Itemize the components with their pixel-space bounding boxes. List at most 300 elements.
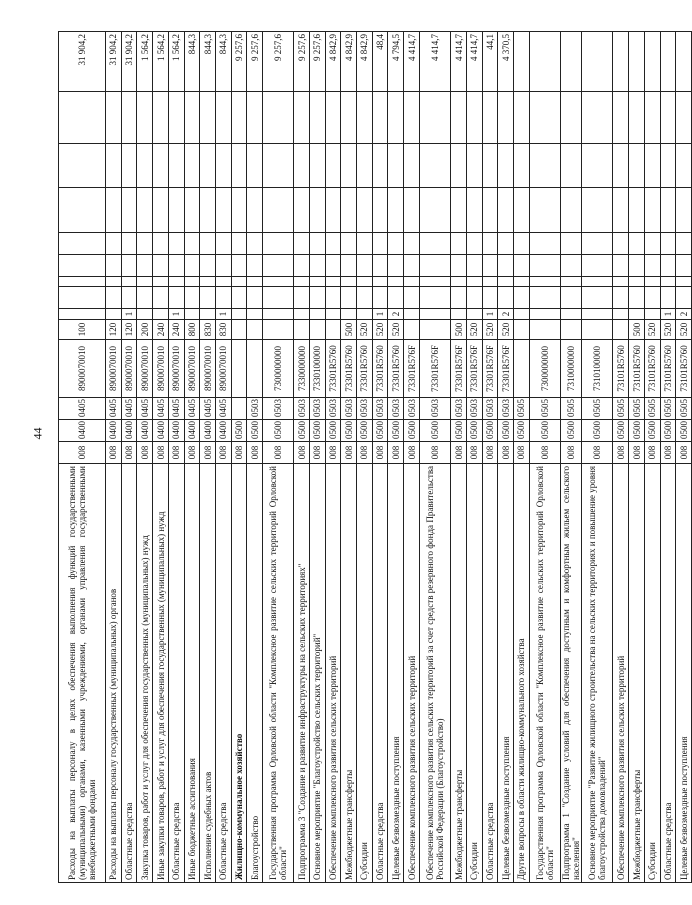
amount (561, 32, 582, 92)
empty-cell (529, 233, 560, 255)
empty-cell (247, 92, 263, 144)
empty-cell (294, 287, 310, 309)
empty-cell (200, 255, 216, 277)
empty-cell (59, 255, 106, 277)
source-code: 1 (215, 309, 231, 320)
row-name: Субсидии (357, 464, 373, 883)
extra-code (168, 277, 184, 287)
empty-cell (561, 188, 582, 233)
empty-cell (357, 255, 373, 277)
empty-cell (341, 92, 357, 144)
section-code: 0500 (388, 420, 404, 442)
empty-cell (660, 188, 676, 233)
section-code: 0500 (294, 420, 310, 442)
target-article: 73301R576F (466, 340, 482, 398)
budget-table (58, 31, 692, 883)
empty-cell (676, 233, 692, 255)
empty-cell (106, 255, 122, 277)
subsection-code: 0503 (357, 398, 373, 420)
source-code (184, 309, 200, 320)
section-code: 0500 (247, 420, 263, 442)
amount: 4 414,7 (404, 32, 420, 92)
section-code: 0400 (153, 420, 169, 442)
ved-code: 008 (419, 442, 450, 464)
ved-code: 008 (341, 442, 357, 464)
empty-cell (121, 188, 137, 233)
target-article: 7310000000 (561, 340, 582, 398)
empty-cell (466, 287, 482, 309)
empty-cell (514, 144, 530, 188)
source-code (466, 309, 482, 320)
target-article: 73301R5760 (372, 340, 388, 398)
extra-code (529, 277, 560, 287)
expense-type: 800 (184, 320, 200, 340)
subsection-code: 0503 (262, 398, 293, 420)
empty-cell (310, 188, 326, 233)
empty-cell (231, 188, 247, 233)
empty-cell (247, 188, 263, 233)
ved-code: 008 (294, 442, 310, 464)
ved-code: 008 (153, 442, 169, 464)
row-name: Основное мероприятие "Благоустройство сельских территорий" (310, 464, 326, 883)
table-row (168, 32, 184, 883)
expense-type (262, 320, 293, 340)
empty-cell (372, 287, 388, 309)
row-name: Расходы на выплаты персоналу в целях обеспечения выполнения функций государственными (муниципальными) органами, казенными учреждениями, органами управления государственными внебюджетными фондами (59, 464, 106, 883)
target-article: 7300000000 (529, 340, 560, 398)
empty-cell (561, 92, 582, 144)
section-code: 0400 (200, 420, 216, 442)
empty-cell (482, 255, 498, 277)
empty-cell (200, 233, 216, 255)
source-code (247, 309, 263, 320)
source-code: 2 (498, 309, 514, 320)
empty-cell (137, 287, 153, 309)
empty-cell (561, 233, 582, 255)
empty-cell (388, 255, 404, 277)
empty-cell (310, 144, 326, 188)
target-article: 7330000000 (294, 340, 310, 398)
ved-code: 008 (629, 442, 645, 464)
empty-cell (341, 255, 357, 277)
amount (529, 32, 560, 92)
empty-cell (676, 144, 692, 188)
amount: 4 414,7 (451, 32, 467, 92)
source-code (514, 309, 530, 320)
empty-cell (59, 144, 106, 188)
empty-cell (200, 92, 216, 144)
ved-code: 008 (613, 442, 629, 464)
empty-cell (168, 188, 184, 233)
subsection-code: 0505 (582, 398, 613, 420)
ved-code: 008 (247, 442, 263, 464)
empty-cell (247, 144, 263, 188)
empty-cell (215, 233, 231, 255)
ved-code: 008 (466, 442, 482, 464)
target-article: 7330100000 (310, 340, 326, 398)
row-name: Межбюджетные трансферты (451, 464, 467, 883)
extra-code (121, 277, 137, 287)
expense-type: 500 (451, 320, 467, 340)
amount: 4 414,7 (466, 32, 482, 92)
empty-cell (106, 287, 122, 309)
amount: 4 842,9 (325, 32, 341, 92)
empty-cell (121, 255, 137, 277)
target-article: 73101R5760 (660, 340, 676, 398)
amount: 844,3 (215, 32, 231, 92)
empty-cell (325, 188, 341, 233)
empty-cell (529, 255, 560, 277)
empty-cell (168, 92, 184, 144)
expense-type: 520 (676, 320, 692, 340)
empty-cell (451, 144, 467, 188)
row-name: Областные средства (372, 464, 388, 883)
empty-cell (357, 144, 373, 188)
extra-code (341, 277, 357, 287)
empty-cell (676, 92, 692, 144)
ved-code: 008 (676, 442, 692, 464)
empty-cell (613, 92, 629, 144)
target-article: 73101R5760 (629, 340, 645, 398)
target-article (247, 340, 263, 398)
ved-code: 008 (529, 442, 560, 464)
empty-cell (466, 144, 482, 188)
empty-cell (121, 92, 137, 144)
ved-code: 008 (660, 442, 676, 464)
empty-cell (310, 92, 326, 144)
empty-cell (466, 233, 482, 255)
empty-cell (215, 255, 231, 277)
empty-cell (529, 287, 560, 309)
table-row (231, 32, 247, 883)
empty-cell (676, 287, 692, 309)
row-name: Обеспечение комплексного развития сельских территорий (404, 464, 420, 883)
extra-code (106, 277, 122, 287)
subsection-code: 0505 (629, 398, 645, 420)
target-article: 8900070010 (215, 340, 231, 398)
empty-cell (59, 92, 106, 144)
empty-cell (676, 188, 692, 233)
row-name: Расходы на выплаты персоналу государственных (муниципальных) органов (106, 464, 122, 883)
table-row (137, 32, 153, 883)
empty-cell (613, 188, 629, 233)
subsection-code: 0405 (153, 398, 169, 420)
section-code: 0500 (372, 420, 388, 442)
target-article (231, 340, 247, 398)
target-article: 73101R5760 (644, 340, 660, 398)
source-code (529, 309, 560, 320)
expense-type: 830 (215, 320, 231, 340)
subsection-code: 0405 (168, 398, 184, 420)
subsection-code: 0405 (184, 398, 200, 420)
empty-cell (325, 287, 341, 309)
expense-type (247, 320, 263, 340)
empty-cell (200, 188, 216, 233)
amount (582, 32, 613, 92)
table-row (482, 32, 498, 883)
empty-cell (294, 92, 310, 144)
table-row (262, 32, 293, 883)
expense-type: 240 (168, 320, 184, 340)
empty-cell (498, 144, 514, 188)
empty-cell (184, 92, 200, 144)
empty-cell (357, 233, 373, 255)
empty-cell (372, 233, 388, 255)
extra-code (137, 277, 153, 287)
empty-cell (137, 233, 153, 255)
empty-cell (582, 255, 613, 277)
extra-code (325, 277, 341, 287)
expense-type (561, 320, 582, 340)
amount: 9 257,6 (294, 32, 310, 92)
empty-cell (644, 144, 660, 188)
empty-cell (325, 233, 341, 255)
empty-cell (153, 92, 169, 144)
empty-cell (231, 144, 247, 188)
empty-cell (644, 233, 660, 255)
expense-type (529, 320, 560, 340)
subsection-code: 0505 (644, 398, 660, 420)
expense-type: 520 (466, 320, 482, 340)
empty-cell (660, 287, 676, 309)
extra-code (404, 277, 420, 287)
amount: 31 904,2 (59, 32, 106, 92)
empty-cell (419, 233, 450, 255)
subsection-code: 0503 (310, 398, 326, 420)
empty-cell (59, 233, 106, 255)
section-code: 0500 (644, 420, 660, 442)
ved-code: 008 (357, 442, 373, 464)
extra-code (582, 277, 613, 287)
table-row (613, 32, 629, 883)
section-code: 0500 (404, 420, 420, 442)
empty-cell (184, 233, 200, 255)
empty-cell (582, 233, 613, 255)
empty-cell (231, 255, 247, 277)
empty-cell (561, 287, 582, 309)
target-article: 73301R576F (404, 340, 420, 398)
extra-code (629, 277, 645, 287)
empty-cell (372, 92, 388, 144)
target-article: 8900070010 (137, 340, 153, 398)
extra-code (388, 277, 404, 287)
section-code: 0500 (419, 420, 450, 442)
ved-code: 008 (168, 442, 184, 464)
empty-cell (660, 233, 676, 255)
empty-cell (582, 144, 613, 188)
amount: 31 904,2 (106, 32, 122, 92)
ved-code: 008 (137, 442, 153, 464)
empty-cell (451, 92, 467, 144)
row-name: Закупка товаров, работ и услуг для обеспечения государственных (муниципальных) нужд (137, 464, 153, 883)
row-name: Целевые безвозмездные поступления (498, 464, 514, 883)
expense-type: 520 (660, 320, 676, 340)
expense-type (613, 320, 629, 340)
empty-cell (629, 144, 645, 188)
amount: 4 414,7 (419, 32, 450, 92)
source-code: 2 (676, 309, 692, 320)
empty-cell (404, 144, 420, 188)
section-code: 0500 (498, 420, 514, 442)
source-code (137, 309, 153, 320)
ved-code: 008 (184, 442, 200, 464)
extra-code (644, 277, 660, 287)
empty-cell (357, 92, 373, 144)
table-row (325, 32, 341, 883)
subsection-code: 0503 (419, 398, 450, 420)
table-row (106, 32, 122, 883)
subsection-code: 0503 (388, 398, 404, 420)
empty-cell (582, 188, 613, 233)
empty-cell (153, 233, 169, 255)
empty-cell (466, 188, 482, 233)
table-row (372, 32, 388, 883)
empty-cell (629, 287, 645, 309)
ved-code: 008 (644, 442, 660, 464)
row-name: Обеспечение комплексного развития сельских территорий (325, 464, 341, 883)
empty-cell (498, 255, 514, 277)
amount: 4 370,5 (498, 32, 514, 92)
empty-cell (482, 144, 498, 188)
empty-cell (388, 233, 404, 255)
target-article: 8900070010 (200, 340, 216, 398)
amount: 44,1 (482, 32, 498, 92)
extra-code (660, 277, 676, 287)
table-row (184, 32, 200, 883)
target-article: 73101R5760 (676, 340, 692, 398)
section-code: 0500 (660, 420, 676, 442)
empty-cell (561, 144, 582, 188)
ved-code: 008 (582, 442, 613, 464)
extra-code (676, 277, 692, 287)
source-code (357, 309, 373, 320)
amount: 4 842,9 (341, 32, 357, 92)
target-article: 73301R5760 (357, 340, 373, 398)
target-article: 7310100000 (582, 340, 613, 398)
empty-cell (137, 255, 153, 277)
empty-cell (660, 92, 676, 144)
section-code: 0400 (137, 420, 153, 442)
extra-code (310, 277, 326, 287)
amount: 1 564,2 (137, 32, 153, 92)
subsection-code (231, 398, 247, 420)
row-name: Межбюджетные трансферты (629, 464, 645, 883)
section-code: 0500 (561, 420, 582, 442)
target-article: 73301R5760 (341, 340, 357, 398)
target-article: 8900070010 (106, 340, 122, 398)
empty-cell (514, 255, 530, 277)
subsection-code: 0405 (106, 398, 122, 420)
table-row (466, 32, 482, 883)
amount: 9 257,6 (231, 32, 247, 92)
empty-cell (644, 287, 660, 309)
subsection-code: 0503 (482, 398, 498, 420)
empty-cell (404, 233, 420, 255)
source-code (294, 309, 310, 320)
row-name: Исполнение судебных актов (200, 464, 216, 883)
table-row (498, 32, 514, 883)
empty-cell (341, 287, 357, 309)
amount (676, 32, 692, 92)
ved-code: 008 (514, 442, 530, 464)
subsection-code: 0505 (514, 398, 530, 420)
empty-cell (451, 188, 467, 233)
source-code (231, 309, 247, 320)
section-code: 0500 (582, 420, 613, 442)
empty-cell (388, 287, 404, 309)
row-name: Межбюджетные трансферты (341, 464, 357, 883)
ved-code: 008 (310, 442, 326, 464)
expense-type: 520 (357, 320, 373, 340)
amount: 9 257,6 (310, 32, 326, 92)
empty-cell (231, 92, 247, 144)
subsection-code: 0503 (372, 398, 388, 420)
extra-code (231, 277, 247, 287)
empty-cell (310, 287, 326, 309)
empty-cell (184, 255, 200, 277)
empty-cell (419, 255, 450, 277)
empty-cell (168, 255, 184, 277)
row-name: Государственная программа Орловской области "Комплексное развитие сельских территорий Орловской области" (529, 464, 560, 883)
table-row (676, 32, 692, 883)
empty-cell (613, 233, 629, 255)
empty-cell (106, 188, 122, 233)
expense-type: 100 (59, 320, 106, 340)
empty-cell (482, 188, 498, 233)
row-name: Обеспечение комплексного развития сельских территорий за счет средств резервного фонда Правительства Российской Федерации (Благоустройство) (419, 464, 450, 883)
source-code (644, 309, 660, 320)
empty-cell (215, 287, 231, 309)
extra-code (153, 277, 169, 287)
expense-type: 500 (341, 320, 357, 340)
empty-cell (215, 144, 231, 188)
empty-cell (262, 255, 293, 277)
empty-cell (644, 188, 660, 233)
section-code: 0500 (466, 420, 482, 442)
extra-code (294, 277, 310, 287)
section-code: 0500 (262, 420, 293, 442)
ved-code: 008 (59, 442, 106, 464)
empty-cell (419, 287, 450, 309)
target-article: 8900070010 (59, 340, 106, 398)
empty-cell (529, 92, 560, 144)
section-code: 0500 (341, 420, 357, 442)
empty-cell (247, 287, 263, 309)
empty-cell (529, 188, 560, 233)
empty-cell (247, 255, 263, 277)
empty-cell (168, 233, 184, 255)
empty-cell (482, 233, 498, 255)
empty-cell (404, 255, 420, 277)
empty-cell (137, 188, 153, 233)
empty-cell (404, 287, 420, 309)
expense-type: 200 (137, 320, 153, 340)
section-code: 0400 (121, 420, 137, 442)
empty-cell (59, 188, 106, 233)
empty-cell (451, 233, 467, 255)
empty-cell (247, 233, 263, 255)
empty-cell (660, 255, 676, 277)
subsection-code: 0405 (137, 398, 153, 420)
table-row (121, 32, 137, 883)
target-article: 73301R576F (498, 340, 514, 398)
table-row (529, 32, 560, 883)
empty-cell (514, 188, 530, 233)
expense-type (582, 320, 613, 340)
empty-cell (388, 144, 404, 188)
empty-cell (660, 144, 676, 188)
expense-type: 520 (482, 320, 498, 340)
